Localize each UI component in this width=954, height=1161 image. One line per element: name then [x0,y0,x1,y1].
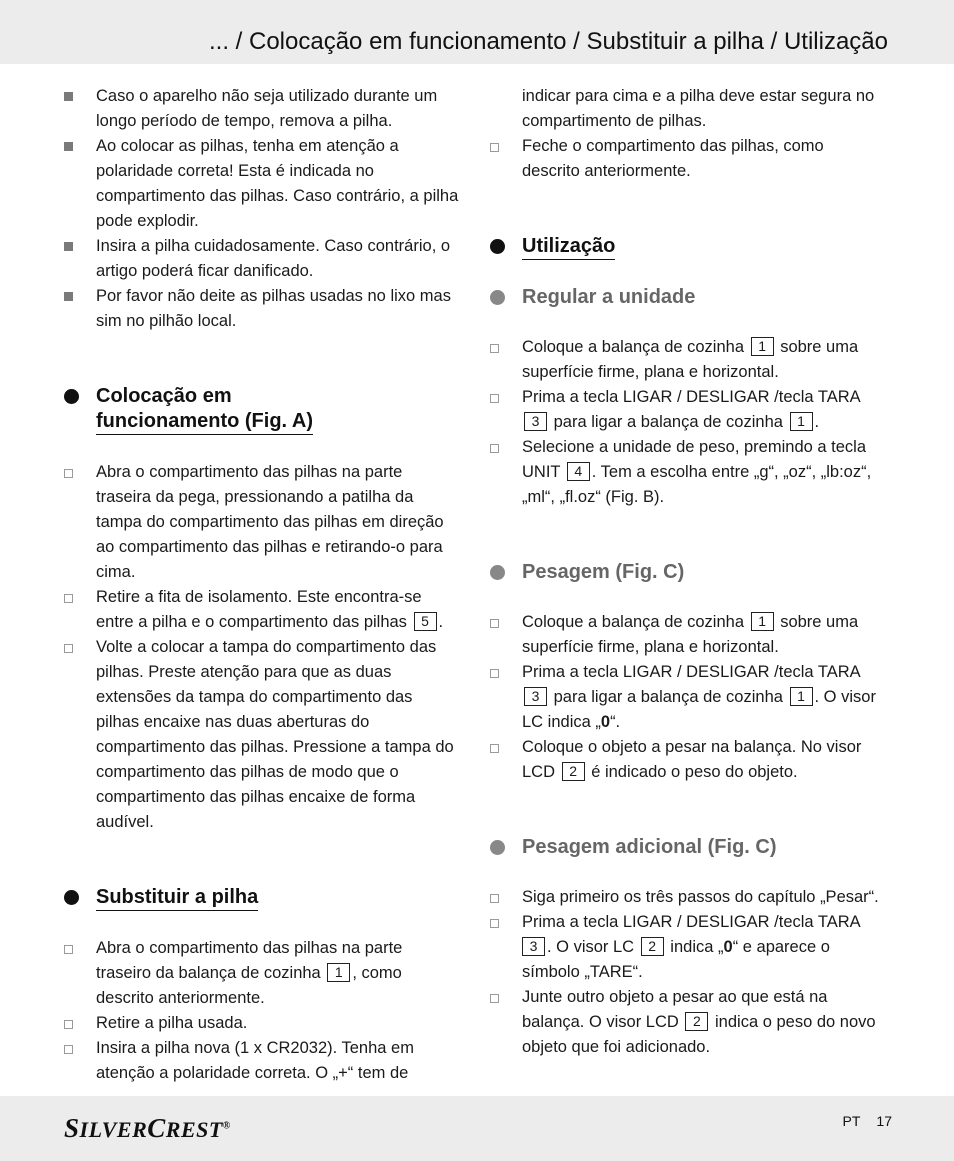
checkbox-bullet-icon [64,594,73,603]
list-item: Abra o compartimento das pilhas na parte traseira da pega, pressionando a patilha da tampa do compartimento das pilhas em direção ao compartimento das pilhas e retirando-o para cima. [64,460,460,585]
section-heading-battery: Substituir a pilha [64,885,460,911]
list-item: Prima a tecla LIGAR / DESLIGAR /tecla TARA 3 para ligar a balança de cozinha 1 . O visor LC indica „0“. [490,660,886,735]
continued-text: indicar para cima e a pilha deve estar segura no compartimento de pilhas. [522,87,875,130]
page-number: PT 17 [842,1113,892,1129]
list-item: Ao colocar as pilhas, tenha em atenção a polaridade correta! Esta é indicada no compartimento das pilhas. Caso contrário, a pilha pode explodir. [64,134,460,234]
left-column [64,84,460,1086]
checkbox-bullet-icon [64,945,73,954]
checkbox-bullet-icon [490,669,499,678]
figure-reference: 2 [685,1012,708,1031]
bullet-dot-icon [490,239,505,254]
square-bullet-icon [64,142,73,151]
list-item: Volte a colocar a tampa do compartimento das pilhas. Preste atenção para que as duas extensões da tampa do compartimento das pilhas encaixe nas duas aberturas do compartimento das pilhas. Pressione a tampa do compartimento das pilhas de modo que o compartimento das pilhas encaixe de forma audível. [64,635,460,835]
bullet-dot-icon [490,840,505,855]
checkbox-bullet-icon [490,394,499,403]
page-title: ... / Colocação em funcionamento / Substituir a pilha / Utilização [208,28,888,55]
list-item: Selecione a unidade de peso, premindo a tecla UNIT 4 . Tem a escolha entre „g“, „oz“, „lb:oz“, „ml“, „fl.oz“ (Fig. B). [490,435,886,510]
right-column [490,84,886,1060]
checkbox-bullet-icon [64,1020,73,1029]
list-item: Insira a pilha nova (1 x CR2032). Tenha em atenção a polaridade correta. O „+“ tem de [64,1036,460,1086]
list-item: Insira a pilha cuidadosamente. Caso contrário, o artigo poderá ficar danificado. [64,234,460,284]
list-item: Siga primeiro os três passos do capítulo „Pesar“. [490,885,886,910]
figure-reference: 3 [524,412,547,431]
square-bullet-icon [64,292,73,301]
checkbox-bullet-icon [64,1045,73,1054]
square-bullet-icon [64,242,73,251]
bullet-dot-icon [64,389,79,404]
list-item: Coloque a balança de cozinha 1 sobre uma superfície firme, plana e horizontal. [490,335,886,385]
figure-reference: 5 [414,612,437,631]
list-item: Coloque o objeto a pesar na balança. No visor LCD 2 é indicado o peso do objeto. [490,735,886,785]
checkbox-bullet-icon [490,994,499,1003]
figure-reference: 2 [641,937,664,956]
list-item: Por favor não deite as pilhas usadas no lixo mas sim no pilhão local. [64,284,460,334]
bullet-dot-icon [490,565,505,580]
figure-reference: 4 [567,462,590,481]
figure-reference: 1 [790,687,813,706]
subheading-unit: Regular a unidade [490,285,886,310]
checkbox-bullet-icon [490,894,499,903]
figure-reference: 2 [562,762,585,781]
figure-reference: 1 [751,612,774,631]
checkbox-bullet-icon [64,469,73,478]
bullet-dot-icon [490,290,505,305]
brand-logo: SILVERCREST® [64,1113,231,1143]
figure-reference: 3 [522,937,545,956]
checkbox-bullet-icon [490,919,499,928]
list-item: Retire a fita de isolamento. Este encontra-se entre a pilha e o compartimento das pilhas 5 . [64,585,460,635]
checkbox-bullet-icon [490,444,499,453]
figure-reference: 1 [751,337,774,356]
checkbox-bullet-icon [490,143,499,152]
list-item: Junte outro objeto a pesar ao que está na balança. O visor LCD 2 indica o peso do novo objeto que foi adicionado. [490,985,886,1060]
list-item: Abra o compartimento das pilhas na parte traseiro da balança de cozinha 1 , como descrito anteriormente. [64,936,460,1011]
figure-reference: 1 [327,963,350,982]
list-item: Coloque a balança de cozinha 1 sobre uma superfície firme, plana e horizontal. [490,610,886,660]
figure-reference: 3 [524,687,547,706]
list-item: Prima a tecla LIGAR / DESLIGAR /tecla TARA 3 para ligar a balança de cozinha 1 . [490,385,886,435]
bullet-dot-icon [64,890,79,905]
square-bullet-icon [64,92,73,101]
subheading-weighing: Pesagem (Fig. C) [490,560,886,585]
page-header [0,0,954,64]
checkbox-bullet-icon [490,619,499,628]
list-item: Prima a tecla LIGAR / DESLIGAR /tecla TARA 3 . O visor LC 2 indica „0“ e aparece o símbolo „TARE“. [490,910,886,985]
figure-reference: 1 [790,412,813,431]
subheading-additional: Pesagem adicional (Fig. C) [490,835,886,860]
section-heading-setup: Colocação em funcionamento (Fig. A) [64,384,460,435]
list-item: Caso o aparelho não seja utilizado durante um longo período de tempo, remova a pilha. [64,84,460,134]
checkbox-bullet-icon [490,344,499,353]
checkbox-bullet-icon [64,644,73,653]
section-heading-usage: Utilização [490,234,886,260]
list-item: Retire a pilha usada. [64,1011,460,1036]
checkbox-bullet-icon [490,744,499,753]
list-item: Feche o compartimento das pilhas, como descrito anteriormente. [490,134,886,184]
